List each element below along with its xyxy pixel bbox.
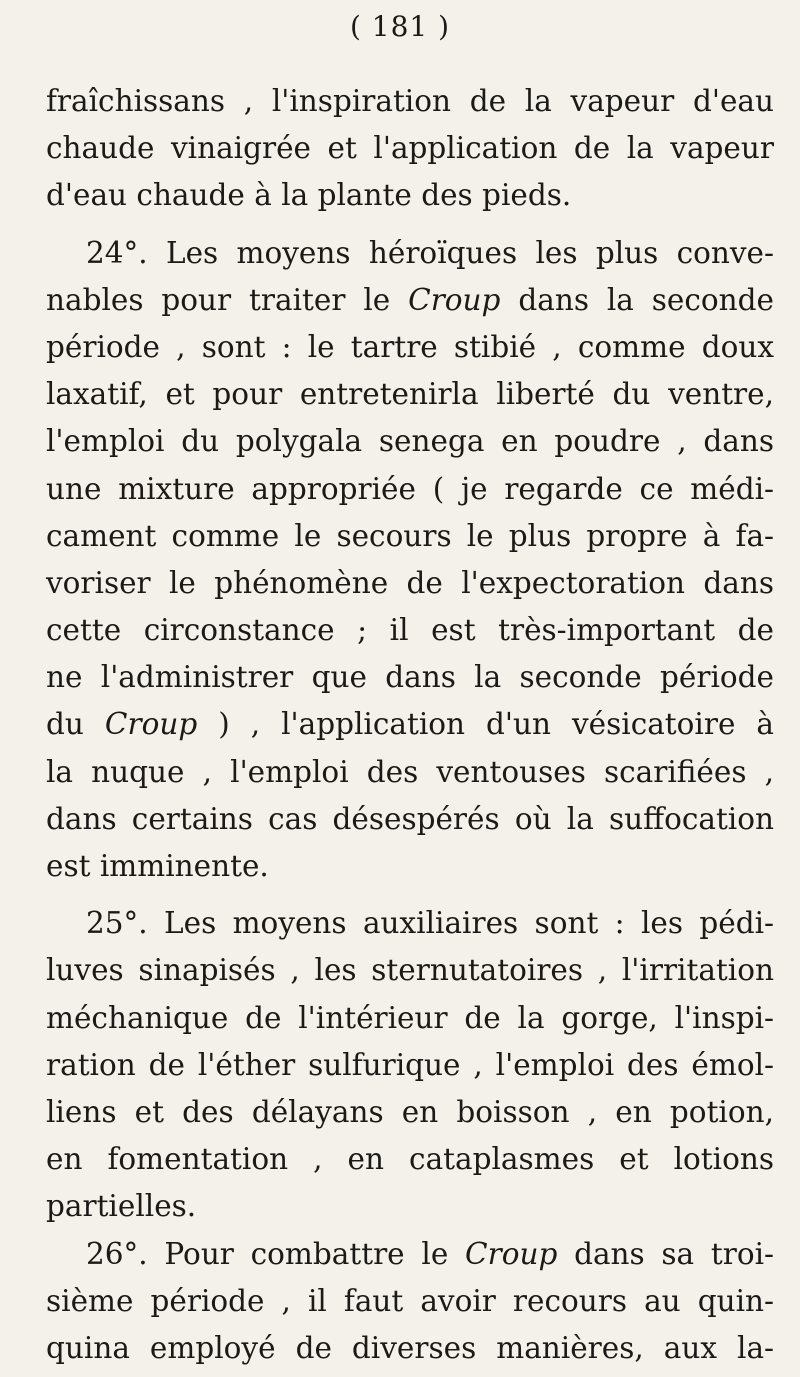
text-line: la nuque , l'emploi des ventouses scarifiées , bbox=[46, 754, 774, 789]
text-line: d'eau chaude à la plante des pieds. bbox=[46, 178, 572, 213]
text-line: partielles. bbox=[46, 1189, 197, 1224]
text-line: quina employé de diverses manières, aux la- bbox=[46, 1330, 774, 1365]
text-line: laxatif, et pour entretenirla liberté du ventre, bbox=[46, 377, 774, 412]
text-line: est imminente. bbox=[46, 849, 269, 883]
text-line: 24°. Les moyens héroïques les plus conve- bbox=[86, 235, 774, 270]
text-line: voriser le phénomène de l'expectoration dans bbox=[46, 565, 774, 600]
page-number: ( 181 ) bbox=[349, 10, 451, 43]
text-line: luves sinapisés , les sternutatoires , l'irritation bbox=[46, 953, 774, 988]
text-line: méchanique de l'intérieur de la gorge, l'inspi- bbox=[46, 1000, 774, 1035]
text-line: fraîchissans , l'inspiration de la vapeur d'eau bbox=[46, 84, 774, 118]
text-line: une mixture appropriée ( je regarde ce médi- bbox=[46, 471, 774, 506]
text-line: nables pour traiter le Croup dans la seconde bbox=[46, 282, 774, 317]
text-line: dans certains cas désespérés où la suffocation bbox=[46, 801, 774, 836]
text-line: sième période , il faut avoir recours au quin- bbox=[46, 1283, 774, 1318]
text-line: ne l'administrer que dans la seconde période bbox=[46, 660, 774, 695]
text-line: liens et des délayans en boisson , en potion, bbox=[46, 1094, 774, 1129]
text-line: du Croup ) , l'application d'un vésicatoire à bbox=[46, 707, 775, 742]
text-line: cament comme le secours le plus propre à fa- bbox=[46, 518, 774, 553]
text-line: 26°. Pour combattre le Croup dans sa troi- bbox=[86, 1236, 775, 1271]
text-line: période , sont : le tartre stibié , comme doux bbox=[46, 329, 774, 364]
text-line: l'emploi du polygala senega en poudre , dans bbox=[46, 424, 774, 459]
text-line: ration de l'éther sulfurique , l'emploi des émol- bbox=[46, 1047, 774, 1082]
text-line: chaude vinaigrée et l'application de la vapeur bbox=[46, 131, 774, 166]
text-line: en fomentation , en cataplasmes et lotions bbox=[46, 1142, 774, 1177]
text-line: 25°. Les moyens auxiliaires sont : les pédi- bbox=[86, 906, 774, 941]
text-line: cette circonstance ; il est très-important de bbox=[46, 613, 774, 648]
body-text bbox=[46, 78, 774, 1372]
